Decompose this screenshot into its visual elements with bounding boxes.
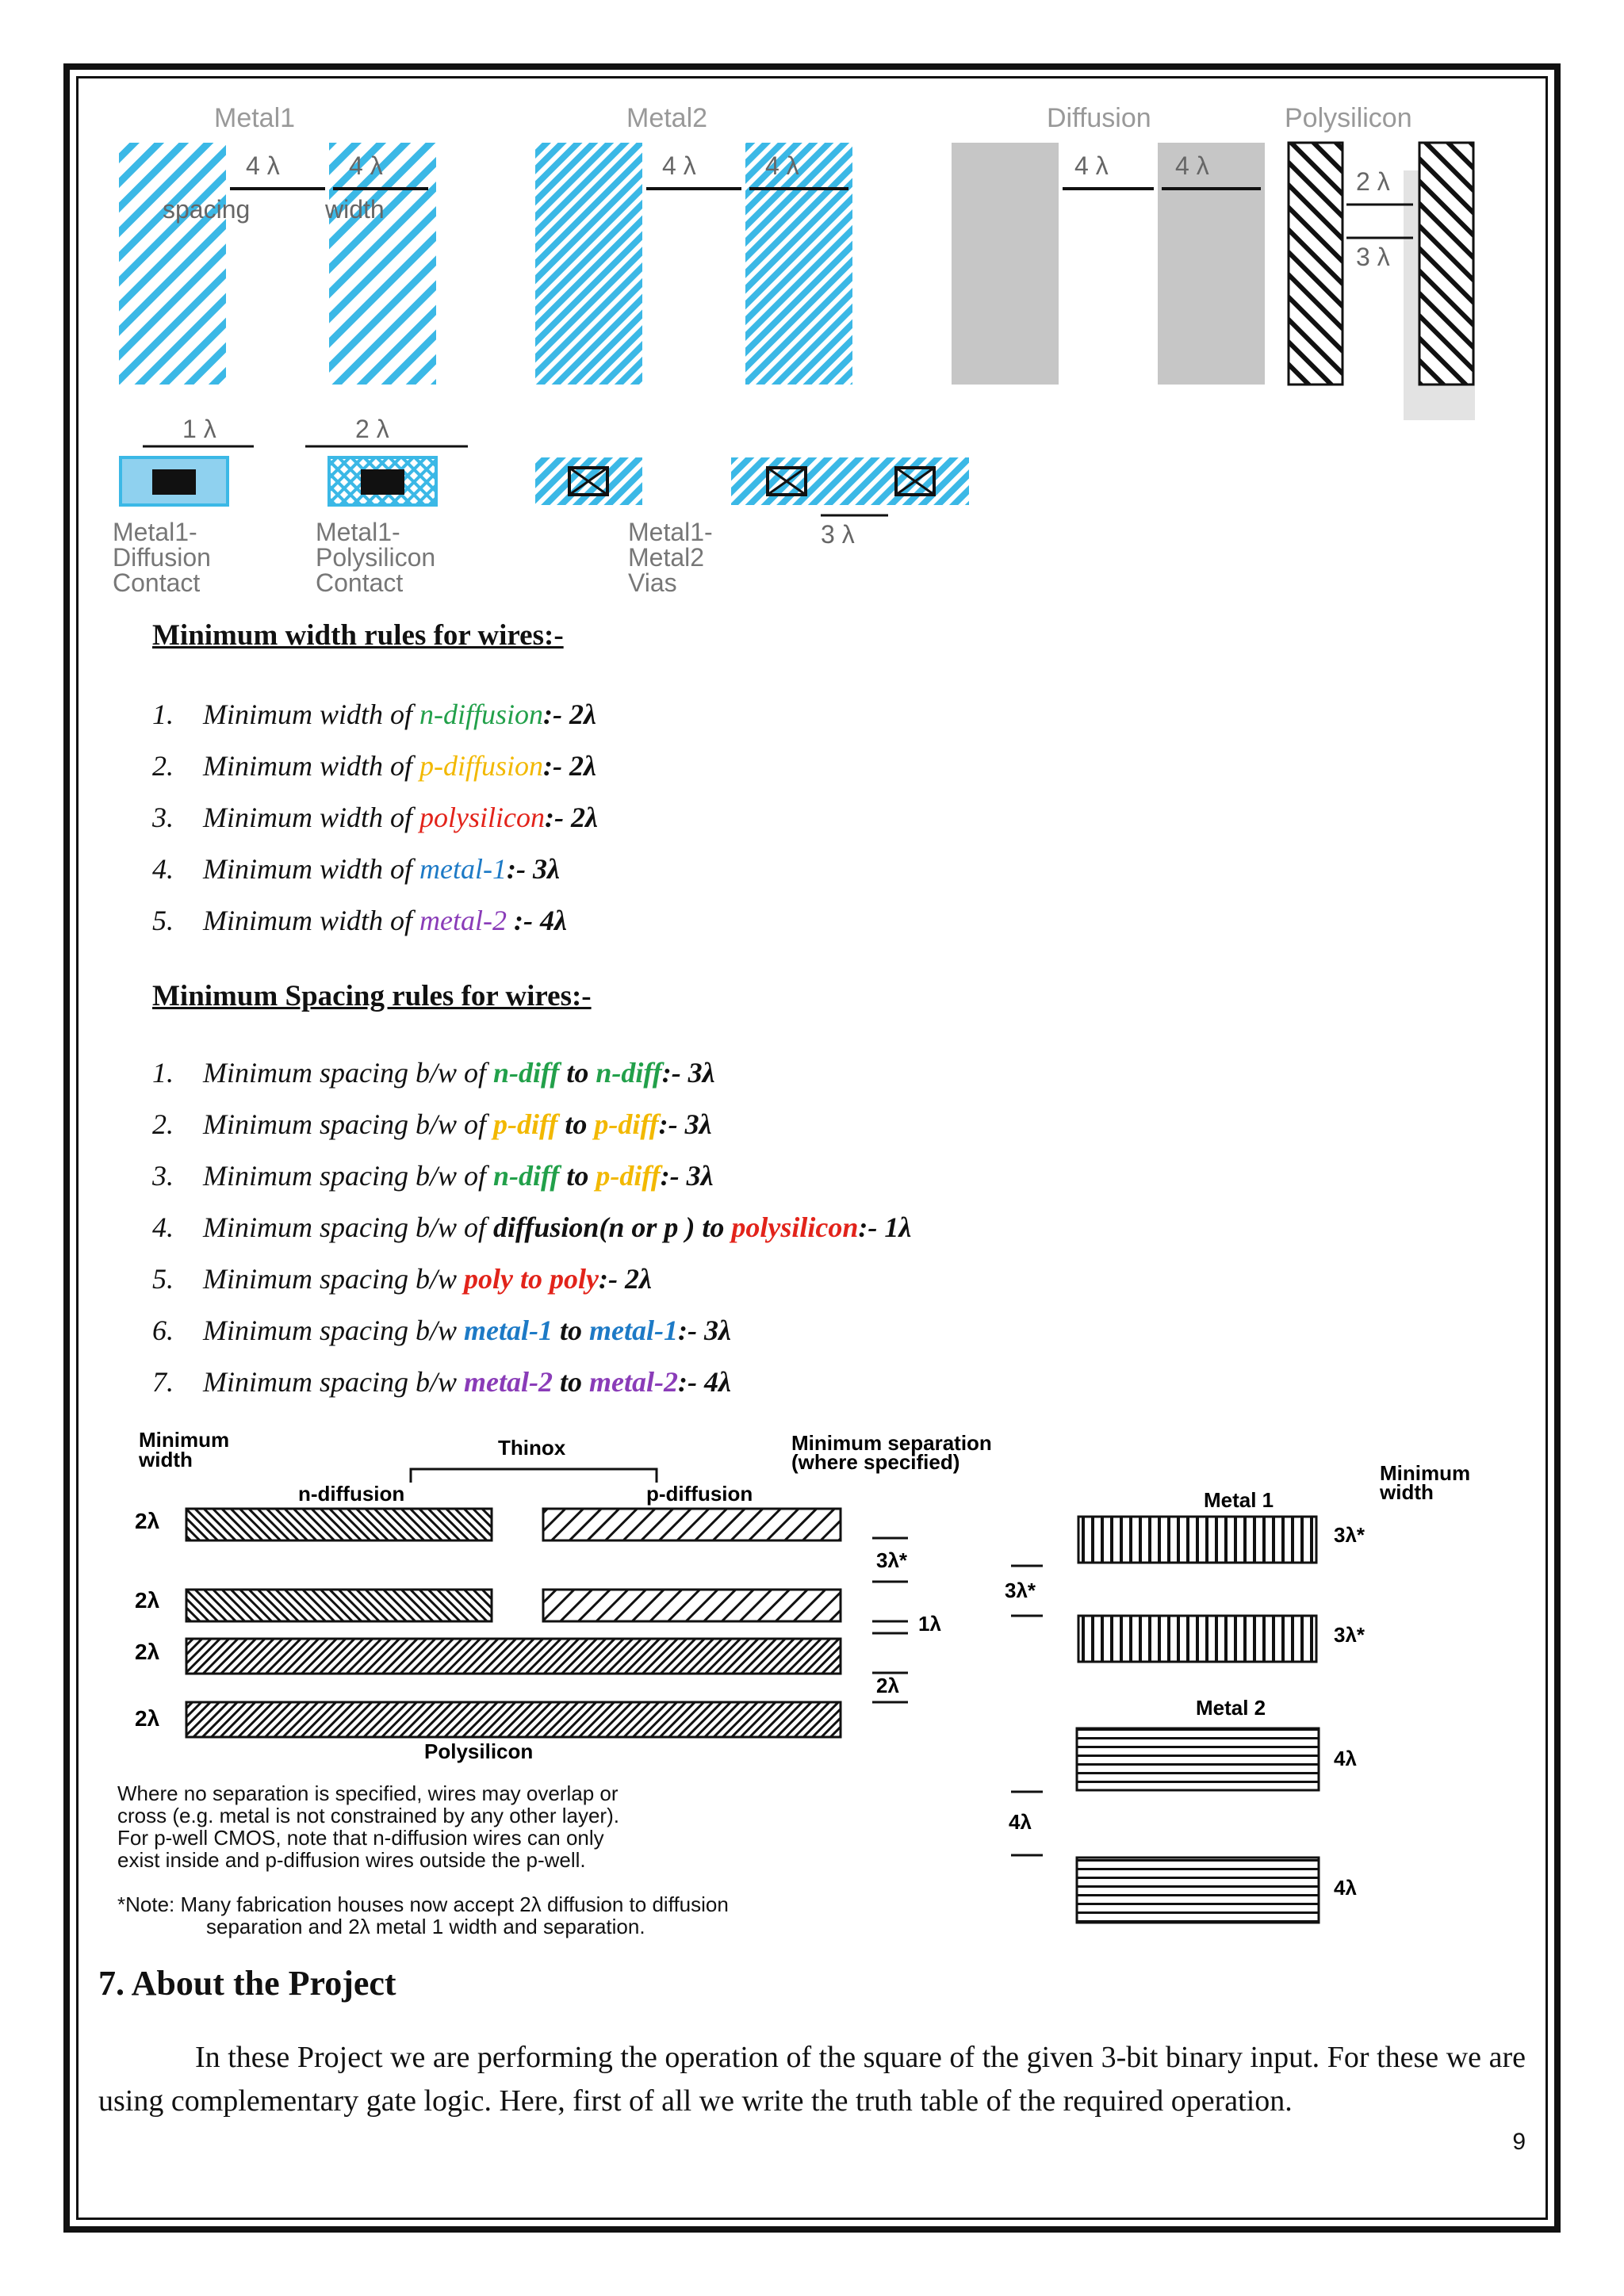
metal2-label: Metal 2 <box>1196 1696 1266 1720</box>
term-a: metal-1 <box>464 1314 553 1346</box>
n-diffusion-wire-1 <box>186 1509 492 1540</box>
width-rule-3 <box>152 801 598 834</box>
metal1-width-dim: 4 λ <box>349 151 383 180</box>
term-b: metal-2 <box>589 1366 678 1398</box>
term-a: p-diff <box>493 1108 558 1140</box>
rule-text: Minimum spacing b/w of <box>203 1057 493 1089</box>
term-mid: to <box>552 1314 589 1346</box>
label-polysilicon: Polysilicon <box>1285 103 1412 133</box>
label-metal1: Metal1 <box>214 103 296 133</box>
section-paragraph <box>98 2036 1526 2123</box>
rule-number: 3. <box>152 802 174 833</box>
width-rule-5 <box>152 904 567 937</box>
term-a: poly to poly <box>464 1263 599 1295</box>
rule-number: 2. <box>152 750 174 782</box>
polysilicon-label: Polysilicon <box>424 1739 534 1763</box>
label-metal2: Metal2 <box>626 103 708 133</box>
rule-number: 4. <box>152 853 174 885</box>
width-rules-heading: Minimum width rules for wires:- <box>152 619 564 652</box>
term-mid: to <box>559 1160 596 1192</box>
metal1-diffusion-contact-cut <box>152 469 196 495</box>
label-diffusion: Diffusion <box>1047 103 1151 133</box>
rule-value: :- 4λ <box>677 1366 731 1398</box>
metal2-sep: 4λ <box>1009 1810 1032 1834</box>
term-b: p-diff <box>594 1108 659 1140</box>
figure-footnote: *Note: Many fabrication houses now accept 2λ diffusion to diffusion separation and 2λ metal 1 width and separation. <box>117 1892 729 1938</box>
spacing-rule-7 <box>152 1365 731 1399</box>
rule-value: :- 2λ <box>545 802 598 833</box>
rule-number: 2. <box>152 1108 174 1140</box>
width-rule-4 <box>152 852 560 886</box>
metal2-wire-2 <box>1077 1858 1319 1923</box>
metal1-wire-left <box>119 143 226 385</box>
rule-value: :- 2λ <box>543 750 596 782</box>
term-b: n-diff <box>596 1057 662 1089</box>
term-metal-1: metal-1 <box>419 853 507 885</box>
metal1-sep: 3λ* <box>1005 1578 1036 1602</box>
term-mid: to <box>557 1108 595 1140</box>
rule-number: 1. <box>152 698 174 730</box>
width-rule-2 <box>152 749 596 783</box>
rule-value: :- 2λ <box>598 1263 652 1295</box>
min-sep-label: Minimum separation (where specified) <box>791 1431 992 1474</box>
sep-2l-poly: 2λ <box>876 1674 899 1697</box>
rule-value: :- 1λ <box>858 1211 912 1243</box>
rule-text: Minimum width of <box>203 905 420 936</box>
contact2-dim: 2 λ <box>355 415 389 443</box>
term-a: n-diff <box>493 1057 560 1089</box>
metal1-spacing-dim: 4 λ <box>246 151 280 180</box>
metal1-wire-2 <box>1078 1616 1316 1662</box>
rule-text: Minimum width of <box>203 802 420 833</box>
width-2l-row1: 2λ <box>135 1509 160 1533</box>
diffusion-width-dim: 4 λ <box>1175 151 1209 180</box>
rule-number: 1. <box>152 1057 174 1089</box>
min-width-label: Minimum width <box>139 1428 230 1471</box>
term-b: p-diff <box>596 1160 661 1192</box>
p-diffusion-label: p-diffusion <box>646 1482 753 1506</box>
layout-rules-figure <box>103 95 1530 610</box>
rule-value: :- 3λ <box>661 1057 715 1089</box>
term-a: metal-2 <box>464 1366 553 1398</box>
polysilicon-wire-right <box>1419 143 1473 385</box>
term-a: n-diff <box>493 1160 560 1192</box>
diffusion-spacing-dim: 4 λ <box>1074 151 1109 180</box>
spacing-rule-1 <box>152 1056 715 1089</box>
width-2l-row3: 2λ <box>135 1640 160 1664</box>
rule-text: Minimum spacing b/w <box>203 1366 464 1398</box>
figure-note: Where no separation is specified, wires may overlap or cross (e.g. metal is not constrained by any other layer). For p-well CMOS, note that n-diffusion wires can only exist inside and p-diffusion wires outside the p-well. <box>117 1781 619 1872</box>
rule-text: Minimum width of <box>203 750 420 782</box>
rule-text: Minimum width of <box>203 698 420 730</box>
rule-value: :- 3λ <box>677 1314 731 1346</box>
rule-text: Minimum width of <box>203 853 420 885</box>
width-2l-row2: 2λ <box>135 1588 160 1613</box>
metal2-wire-left <box>535 143 642 385</box>
label-width: width <box>325 195 385 224</box>
rule-number: 5. <box>152 1263 174 1295</box>
term-a: diffusion(n or p ) to <box>493 1211 732 1243</box>
thinox-bracket <box>411 1469 657 1483</box>
p-diffusion-wire-1 <box>543 1509 841 1540</box>
spacing-rule-3 <box>152 1159 714 1192</box>
rule-number: 4. <box>152 1211 174 1243</box>
metal2-wire-1 <box>1077 1728 1319 1790</box>
term-metal-2: metal-2 <box>419 905 507 936</box>
metal1-width-1: 3λ* <box>1334 1523 1365 1547</box>
term-p-diffusion: p-diffusion <box>419 750 544 782</box>
p-diffusion-wire-2 <box>543 1590 841 1621</box>
metal1-wire-1 <box>1078 1517 1316 1563</box>
polysilicon-wire-1 <box>186 1639 841 1674</box>
rule-text: Minimum spacing b/w of <box>203 1160 493 1192</box>
rule-value: :- 3λ <box>658 1108 712 1140</box>
wire-rules-figure <box>111 1423 1522 1954</box>
metal1-width-2: 3λ* <box>1334 1623 1365 1647</box>
rule-value: :- 2λ <box>543 698 596 730</box>
min-width-right-label: Minimum width <box>1380 1461 1471 1504</box>
paragraph-text: In these Project we are performing the operation of the square of the given 3-bit binary input. For these we are using complementary gate logic. Here, first of all we write the truth table of the required operation. <box>98 2041 1526 2118</box>
sep-1l-label: 1λ <box>918 1612 941 1636</box>
thinox-label: Thinox <box>498 1436 566 1460</box>
term-n-diffusion: n-diffusion <box>419 698 544 730</box>
poly-spacing-dim: 3 λ <box>1356 243 1390 271</box>
term-polysilicon: polysilicon <box>419 802 545 833</box>
width-2l-row4: 2λ <box>135 1706 160 1731</box>
rule-number: 6. <box>152 1314 174 1346</box>
contact1-caption: Metal1- Diffusion Contact <box>113 518 211 597</box>
diffusion-wire-left <box>952 143 1059 385</box>
spacing-rule-6 <box>152 1314 731 1347</box>
polysilicon-wire-left <box>1289 143 1342 385</box>
rule-text: Minimum spacing b/w <box>203 1263 464 1295</box>
contact1-dim: 1 λ <box>182 415 216 443</box>
term-mid: to <box>552 1366 589 1398</box>
rule-text: Minimum spacing b/w of <box>203 1108 493 1140</box>
metal2-width-2: 4λ <box>1334 1876 1357 1900</box>
metal1-label: Metal 1 <box>1204 1488 1274 1512</box>
metal2-width-dim: 4 λ <box>765 151 799 180</box>
rule-number: 3. <box>152 1160 174 1192</box>
section-title: 7. About the Project <box>98 1964 396 2003</box>
spacing-rules-heading: Minimum Spacing rules for wires:- <box>152 980 592 1012</box>
metal2-width-1: 4λ <box>1334 1747 1357 1770</box>
label-spacing: spacing <box>163 195 251 224</box>
term-mid: to <box>559 1057 596 1089</box>
vias-caption: Metal1- Metal2 Vias <box>628 518 713 597</box>
spacing-rule-5 <box>152 1262 652 1295</box>
poly-width-dim: 2 λ <box>1356 167 1390 196</box>
rule-value: :- 3λ <box>660 1160 714 1192</box>
metal2-spacing-dim: 4 λ <box>662 151 696 180</box>
rule-text: Minimum spacing b/w of <box>203 1211 493 1243</box>
spacing-rule-2 <box>152 1108 712 1141</box>
contact2-caption: Metal1- Polysilicon Contact <box>316 518 436 597</box>
sep-3l-diff: 3λ* <box>876 1548 908 1572</box>
metal1-poly-contact-cut <box>361 469 404 495</box>
n-diffusion-label: n-diffusion <box>298 1482 405 1506</box>
rule-number: 5. <box>152 905 174 936</box>
polysilicon-wire-2 <box>186 1702 841 1737</box>
term-b: polysilicon <box>731 1211 859 1243</box>
rule-number: 7. <box>152 1366 174 1398</box>
rule-text: Minimum spacing b/w <box>203 1314 464 1346</box>
page-number: 9 <box>1512 2129 1526 2155</box>
via-spacing-dim: 3 λ <box>821 520 855 549</box>
rule-value: :- 3λ <box>506 853 560 885</box>
rule-value: :- 4λ <box>506 905 567 936</box>
term-b: metal-1 <box>589 1314 678 1346</box>
spacing-rule-4 <box>152 1211 911 1244</box>
diffusion-wire-right <box>1158 143 1265 385</box>
n-diffusion-wire-2 <box>186 1590 492 1621</box>
width-rule-1 <box>152 698 596 731</box>
